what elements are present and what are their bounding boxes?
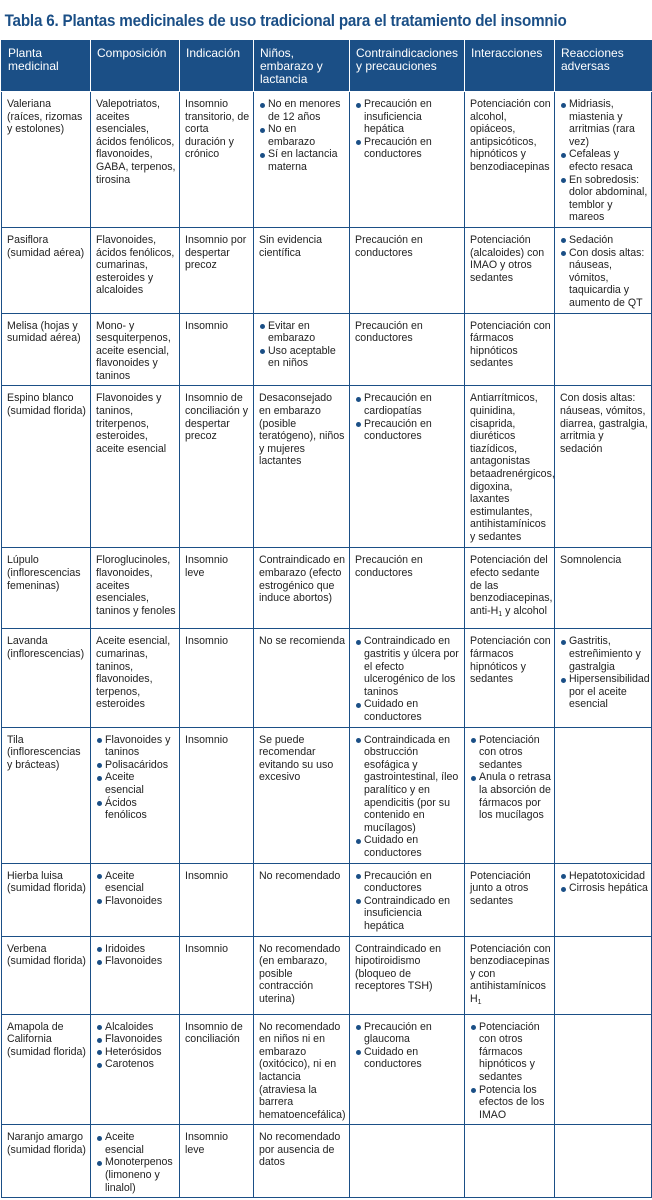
cell-contra [350,1014,465,1125]
contra-text-main: Contraindicado en hipotiroidismo (bloqueo de receptores TSH) [355,942,441,993]
cell-reacciones [555,227,652,313]
cell-reacciones [555,1125,652,1198]
contra-list [355,98,461,161]
list-item: Sedación [560,234,648,247]
interacciones-text-main: Potenciación con fármacos hipnóticos y sedantes [470,635,551,686]
list-item: Monoterpenos (limoneno y linalol) [96,1156,176,1194]
interacciones-text [470,870,551,908]
header-interacciones: Interacciones [465,41,555,92]
cell-indicacion [180,386,254,548]
cell-planta [2,386,91,548]
indicacion-text [185,320,250,333]
header-composicion: Composición [91,41,180,92]
table-row [2,313,652,386]
cell-planta [2,727,91,863]
list-item: Hepatotoxicidad [560,870,648,883]
list-item: Sí en lactancia materna [259,148,346,173]
list-item: Precaución en insuficiencia hepática [355,98,461,136]
plant-name: Melisa (hojas y sumidad aérea) [7,319,81,345]
cell-contra [350,863,465,936]
list-item: Potencia los efectos de los IMAO [470,1084,551,1122]
reacciones-text [560,554,648,567]
indicacion-text-main: Insomnio [185,319,228,332]
composicion-text-main: Flavonoides y taninos, triterpenos, esteroides, aceite esencial [96,392,167,455]
cell-planta [2,227,91,313]
indicacion-text-main: Insomnio leve [185,554,228,580]
ninos-text-main: No recomendado por ausencia de datos [259,1131,341,1169]
list-item: Aceite esencial [96,870,176,895]
composicion-list [96,870,176,908]
cell-contra [350,386,465,548]
ninos-list [259,98,346,174]
cell-reacciones [555,1014,652,1125]
composicion-text-main: Aceite esencial, cumarinas, taninos, flavonoides, terpenos, esteroides [96,635,171,711]
cell-indicacion [180,936,254,1014]
ninos-list [259,320,346,370]
composicion-list [96,943,176,968]
list-item: Con dosis altas: náuseas, vómitos, taquicardia y aumento de QT [560,247,648,310]
header-planta: Planta medicinal [2,41,91,92]
list-item: Aceite esencial [96,771,176,796]
reacciones-list [560,635,648,711]
cell-composicion [91,313,180,386]
cell-composicion [91,863,180,936]
list-item: Precaución en conductores [355,136,461,161]
list-item: En sobredosis: dolor abdominal, temblor y mareos [560,174,648,224]
interacciones-subscript: 1 [477,998,482,1006]
cell-indicacion [180,548,254,629]
list-item: Precaución en cardiopatías [355,392,461,417]
cell-ninos [254,1014,350,1125]
ninos-text [259,870,346,883]
contra-list [355,392,461,442]
indicacion-text [185,635,250,648]
cell-contra [350,92,465,228]
list-item: Flavonoides y taninos [96,734,176,759]
cell-interacciones [465,1125,555,1198]
indicacion-text [185,734,250,747]
cell-interacciones [465,548,555,629]
cell-indicacion [180,313,254,386]
list-item: Flavonoides [96,955,176,968]
table-row [2,1014,652,1125]
list-item: No en embarazo [259,123,346,148]
interacciones-text [470,392,555,543]
cell-reacciones [555,727,652,863]
cell-contra [350,629,465,727]
indicacion-text-main: Insomnio [185,733,228,746]
indicacion-text-main: Insomnio leve [185,1131,228,1156]
list-item: Heterósidos [96,1046,176,1059]
cell-interacciones [465,1014,555,1125]
list-item: Potenciación con otros fármacos hipnóticos y sedantes [470,1021,551,1084]
composicion-list [96,1021,176,1071]
composicion-text-main: Mono- y sesquiterpenos, aceite esencial, flavonoides y taninos [96,319,171,382]
ninos-text [259,635,346,648]
header-indicacion: Indicación [180,41,254,92]
composicion-text [96,320,176,383]
contra-text-main: Precaución en conductores [355,319,423,345]
contra-text [355,943,461,993]
header-reacciones: Reacciones adversas [555,41,652,92]
table-row [2,863,652,936]
cell-indicacion [180,863,254,936]
cell-ninos [254,727,350,863]
list-item: Cuidado en conductores [355,698,461,723]
list-item: Precaución en glaucoma [355,1021,461,1046]
table-header [2,41,652,92]
indicacion-text [185,234,250,272]
list-item: Carotenos [96,1058,176,1071]
list-item: Evitar en embarazo [259,320,346,345]
plant-name: Espino blanco (sumidad florida) [7,392,86,418]
list-item: Contraindicada en obstrucción esofágica y gastrointestinal, íleo paralítico y en apendicitis (por su contenido en mucílagos) [355,734,461,835]
header-contraindicaciones: Contraindicaciones y precauciones [350,41,465,92]
header-ninos: Niños, embarazo y lactancia [254,41,350,92]
indicacion-text [185,392,250,442]
list-item: Hipersensibilidad por el aceite esencial [560,673,648,711]
plant-name: Tila (inflorescencias y brácteas) [7,733,81,771]
table-row [2,727,652,863]
cell-composicion [91,92,180,228]
indicacion-text-main: Insomnio [185,869,228,882]
cell-interacciones [465,863,555,936]
indicacion-text [185,554,250,579]
ninos-text-main: Se puede recomendar evitando su uso excesivo [259,733,334,784]
cell-interacciones [465,936,555,1014]
contra-text [355,234,461,259]
plant-name: Lavanda (inflorescencias) [7,635,85,661]
cell-ninos [254,313,350,386]
cell-reacciones [555,548,652,629]
cell-ninos [254,227,350,313]
contra-list [355,870,461,933]
table-row [2,386,652,548]
cell-ninos [254,629,350,727]
ninos-text-main: Sin evidencia científica [259,233,323,259]
list-item: Uso aceptable en niños [259,345,346,370]
indicacion-text [185,943,250,956]
contra-list [355,635,461,723]
ninos-text-main: No se recomienda [259,635,345,648]
cell-ninos [254,92,350,228]
cell-interacciones [465,629,555,727]
cell-planta [2,1125,91,1198]
cell-composicion [91,548,180,629]
cell-composicion [91,727,180,863]
cell-contra [350,227,465,313]
list-item: Polisacáridos [96,759,176,772]
cell-interacciones [465,727,555,863]
cell-contra [350,1125,465,1198]
cell-composicion [91,1014,180,1125]
cell-interacciones [465,92,555,228]
reacciones-list [560,234,648,310]
interacciones-text-main: Potenciación con benzodiacepinas y con antihistamínicos H [470,942,551,1005]
plant-name: Lúpulo (inflorescencias femeninas) [7,554,81,592]
composicion-text [96,98,176,186]
cell-composicion [91,386,180,548]
indicacion-text-main: Insomnio [185,635,228,648]
interacciones-subscript: 1 [498,610,503,618]
indicacion-text [185,1131,250,1156]
cell-ninos [254,863,350,936]
indicacion-text-main: Insomnio por despertar precoz [185,233,247,272]
ninos-text [259,234,346,259]
list-item: Cuidado en conductores [355,1046,461,1071]
contra-text-main: Precaución en conductores [355,554,423,580]
cell-ninos [254,548,350,629]
interacciones-text [470,635,551,685]
interacciones-text-main: Potenciación junto a otros sedantes [470,869,531,907]
cell-composicion [91,1125,180,1198]
composicion-text [96,392,176,455]
list-item: No en menores de 12 años [259,98,346,123]
list-item: Cirrosis hepática [560,882,648,895]
cell-indicacion [180,727,254,863]
contra-text [355,554,461,579]
composicion-list [96,1131,176,1194]
composicion-text [96,234,176,297]
cell-planta [2,936,91,1014]
ninos-text-main: No recomendado [259,869,341,882]
indicacion-text [185,98,250,161]
list-item: Precaución en conductores [355,418,461,443]
list-item: Contraindicado en gastritis y úlcera por el efecto ulcerogénico de los taninos [355,635,461,698]
list-item: Contraindicado en insuficiencia hepática [355,895,461,933]
ninos-text [259,392,346,468]
medicinal-plants-table [1,40,652,1198]
interacciones-text-main: Antiarrítmicos, quinidina, cisaprida, diuréticos tiazídicos, antagonistas betaadrenérgicos, digoxina, laxantes estimulantes, antihistamínicos y sedantes [470,392,555,543]
ninos-text [259,554,346,604]
cell-ninos [254,936,350,1014]
reacciones-text-main: Somnolencia [560,554,622,567]
interacciones-text-main: Potenciación (alcaloides) con IMAO y otros sedantes [470,233,545,284]
list-item: Anula o retrasa la absorción de fármacos por los mucílagos [470,771,551,821]
plant-name: Valeriana (raíces, rizomas y estolones) [7,98,83,136]
cell-contra [350,727,465,863]
cell-interacciones [465,227,555,313]
contra-text-main: Precaución en conductores [355,233,423,259]
cell-indicacion [180,1125,254,1198]
cell-contra [350,313,465,386]
list-item: Gastritis, estreñimiento y gastralgia [560,635,648,673]
interacciones-text-after: y alcohol [502,604,547,617]
list-item: Precaución en conductores [355,870,461,895]
indicacion-text [185,1021,250,1046]
cell-ninos [254,386,350,548]
indicacion-text [185,870,250,883]
list-item: Iridoides [96,943,176,956]
indicacion-text-main: Insomnio transitorio, de corta duración y crónico [185,98,250,161]
contra-list [355,734,461,860]
cell-interacciones [465,313,555,386]
contra-text [355,320,461,345]
ninos-text-main: No recomendado en niños ni en embarazo (oxitócico), ni en lactancia (atraviesa la barrera hematoencefálica) [259,1020,346,1121]
cell-interacciones [465,386,555,548]
ninos-text [259,734,346,784]
list-item: Potenciación con otros sedantes [470,734,551,772]
interacciones-text-main: Potenciación con alcohol, opiáceos, antipsicóticos, hipnóticos y benzodiacepinas [470,98,551,173]
cell-indicacion [180,227,254,313]
interacciones-list [470,1021,551,1122]
reacciones-text [560,392,648,455]
table-row [2,936,652,1014]
cell-reacciones [555,386,652,548]
ninos-text-main: Desaconsejado en embarazo (posible teratógeno), niños y mujeres lactantes [259,392,345,468]
interacciones-text [470,320,551,370]
indicacion-text-main: Insomnio de conciliación [185,1020,243,1046]
cell-reacciones [555,863,652,936]
indicacion-text-main: Insomnio de conciliación y despertar precoz [185,392,249,443]
plant-name: Pasiflora (sumidad aérea) [7,233,85,259]
cell-indicacion [180,92,254,228]
ninos-text [259,1021,346,1122]
cell-planta [2,1014,91,1125]
cell-reacciones [555,629,652,727]
interacciones-list [470,734,551,822]
cell-reacciones [555,936,652,1014]
cell-planta [2,548,91,629]
ninos-text [259,1131,346,1169]
cell-indicacion [180,629,254,727]
composicion-list [96,734,176,822]
list-item: Midriasis, miastenia y arritmias (rara vez) [560,98,648,148]
interacciones-text [470,98,551,174]
cell-indicacion [180,1014,254,1125]
cell-composicion [91,629,180,727]
list-item: Aceite esencial [96,1131,176,1156]
cell-reacciones [555,92,652,228]
cell-planta [2,629,91,727]
ninos-text-main: No recomendado (en embarazo, posible contracción uterina) [259,942,341,1005]
reacciones-text-main: Con dosis altas: náuseas, vómitos, diarrea, gastralgia, arritmia y sedación [560,392,648,455]
composicion-text-main: Valepotriatos, aceites esenciales, ácidos fenólicos, flavonoides, GABA, terpenos, tirosina [96,98,176,186]
contra-list [355,1021,461,1071]
interacciones-text [470,234,551,284]
interacciones-text [470,943,551,1010]
ninos-text [259,943,346,1006]
plant-name: Verbena (sumidad florida) [7,942,86,968]
list-item: Cefaleas y efecto resaca [560,148,648,173]
table-row [2,629,652,727]
plant-name: Naranjo amargo (sumidad florida) [7,1131,86,1156]
indicacion-text-main: Insomnio [185,942,228,955]
ninos-text-main: Contraindicado en embarazo (efecto estrogénico que induce abortos) [259,554,345,605]
cell-composicion [91,227,180,313]
interacciones-text-main: Potenciación del efecto sedante de las benzodiacepinas, anti-H [470,554,553,617]
table-row [2,1125,652,1198]
cell-planta [2,863,91,936]
cell-planta [2,92,91,228]
table-row [2,548,652,629]
table-row [2,227,652,313]
table-body [2,92,652,1198]
composicion-text-main: Flavonoides, ácidos fenólicos, cumarinas, esteroides y alcaloides [96,233,175,297]
list-item: Ácidos fenólicos [96,797,176,822]
cell-reacciones [555,313,652,386]
cell-composicion [91,936,180,1014]
list-item: Cuidado en conductores [355,834,461,859]
cell-contra [350,548,465,629]
reacciones-list [560,870,648,895]
list-item: Flavonoides [96,1033,176,1046]
interacciones-text-main: Potenciación con fármacos hipnóticos sedantes [470,319,551,370]
reacciones-list [560,98,648,224]
table-row [2,92,652,228]
plant-name: Hierba luisa (sumidad florida) [7,869,86,895]
list-item: Alcaloides [96,1021,176,1034]
composicion-text [96,554,176,617]
interacciones-text [470,554,551,621]
table-title: Tabla 6. Plantas medicinales de uso tradicional para el tratamiento del insomnio [4,12,567,30]
list-item: Flavonoides [96,895,176,908]
cell-planta [2,313,91,386]
cell-contra [350,936,465,1014]
cell-ninos [254,1125,350,1198]
plant-name: Amapola de California (sumidad florida) [7,1020,86,1058]
composicion-text [96,635,176,711]
composicion-text-main: Floroglucinoles, flavonoides, aceites esenciales, taninos y fenoles [96,554,176,617]
